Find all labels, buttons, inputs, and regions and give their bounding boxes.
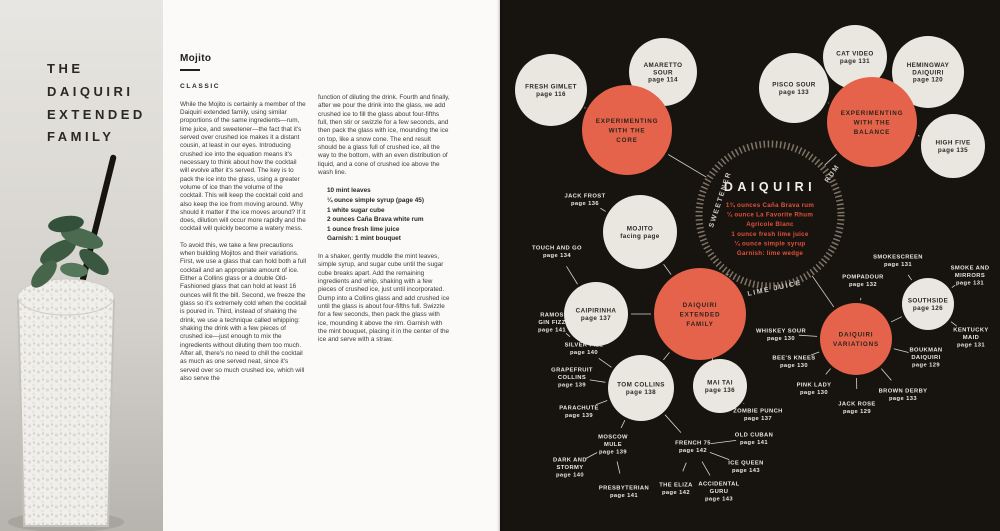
ingredient-item: 10 mint leaves — [327, 187, 371, 195]
edge-moscow-mule--tom-collins — [621, 420, 625, 428]
node-caipirinha — [564, 282, 628, 346]
node-jack-frost — [564, 193, 605, 206]
node-label-bees-knees: BEE'S KNEES page 130 — [772, 355, 816, 369]
node-label-fresh-gimlet: FRESH GIMLET page 116 — [525, 83, 577, 98]
edge-center--variations — [812, 276, 834, 307]
node-bees-knees — [772, 355, 815, 368]
text-column-1 — [180, 52, 307, 391]
center-recipe: 1¾ ounces Caña Brava rum ¼ ounce La Favorite Rhum Agricole Blanc 1 ounce fresh lime juice ¼ ounce simple syrup Garnish: lime wedge — [725, 202, 815, 257]
ingredient-item: 1 white sugar cube — [327, 206, 385, 214]
node-label-dark-and-stormy: DARK AND STORMY page 140 — [553, 457, 587, 479]
node-high-five — [921, 114, 985, 178]
edge-grapefruit-collins--tom-collins — [590, 380, 606, 382]
node-ramos-gin-fizz — [538, 313, 566, 334]
node-mai-tai — [693, 359, 747, 413]
node-label-french-75: FRENCH 75 page 142 — [675, 440, 711, 454]
arc-label-sweetener: SWEETENER — [708, 170, 734, 229]
edge-accidental-guru--french-75 — [702, 462, 710, 476]
node-label-mojito: MOJITO facing page — [620, 225, 660, 240]
node-exp-balance — [827, 77, 917, 167]
node-moscow-mule — [598, 435, 628, 456]
node-label-whiskey-sour: WHISKEY SOUR page 130 — [755, 328, 807, 342]
node-label-ramos-gin-fizz: RAMOS GIN FIZZ page 141 — [537, 312, 567, 334]
node-label-tom-collins: TOM COLLINS page 138 — [617, 381, 665, 396]
page-gutter — [497, 0, 503, 531]
node-label-smoke-and-mirrors: SMOKE AND MIRRORS page 131 — [950, 265, 990, 287]
node-fresh-gimlet — [515, 54, 587, 126]
node-label-variations: DAIQUIRI VARIATIONS — [833, 331, 879, 349]
edge-pink-lady--variations — [826, 369, 831, 375]
edge-touch-and-go--caipirinha — [566, 266, 577, 284]
node-old-cuban — [735, 432, 773, 445]
node-label-mai-tai: MAI TAI page 136 — [704, 379, 736, 394]
chapter-title-line: DAIQUIRI — [47, 83, 134, 99]
node-label-the-eliza: THE ELIZA page 142 — [659, 482, 693, 496]
node-label-ice-queen: ICE QUEEN page 143 — [728, 460, 764, 474]
node-southside — [902, 278, 954, 330]
node-jack-rose — [838, 401, 875, 414]
chapter-title-line: THE — [47, 61, 84, 76]
node-variations — [820, 303, 892, 375]
edge-the-eliza--french-75 — [683, 463, 686, 472]
node-label-jack-frost: JACK FROST page 136 — [564, 193, 606, 207]
body-paragraph: function of diluting the drink. Fourth and finally, after we pour the drink into the glass, we add crushed ice to fill the glass about four-fifths full, then stir or swizzle for a few seconds, and then pack the glass with ice, mounding the ice on top, like a snow cone. The end result should be a glass full of crushed ice, all the way to the bottom, with an even distribution of liquid, and a cone of crushed ice above the wash line. — [318, 94, 450, 176]
node-label-zombie-punch: ZOMBIE PUNCH page 137 — [733, 408, 783, 422]
edge-french-75--tom-collins — [665, 415, 681, 433]
edge-ice-queen--french-75 — [710, 452, 729, 459]
recipe-heading: Mojito — [180, 53, 212, 64]
node-label-amaretto-sour: AMARETTO SOUR page 114 — [643, 61, 683, 84]
glass-body — [18, 300, 114, 526]
method-paragraph: In a shaker, gently muddle the mint leaves, simple syrup, and sugar cube until the sugar cube breaks apart. Add the remaining ingredients and whip, shaking with a few pieces of crushed ice, just until incorporated. Dump into a Collins glass and add crushed ice until the glass is about four-fifths full. Swizzle for a few seconds, then pack the glass with ice, mounding it above the rim. Garnish with the mint bouquet, placing it in the center of the ice and serve with a straw. — [318, 252, 450, 344]
node-grapefruit-collins — [551, 368, 593, 389]
node-label-jack-rose: JACK ROSE page 129 — [838, 401, 876, 415]
edge-boukman-daiquiri--variations — [894, 349, 909, 353]
node-label-exp-core: EXPERIMENTING WITH THE CORE — [595, 117, 659, 144]
family-diagram — [500, 0, 1000, 531]
edge-smokescreen--southside — [908, 275, 912, 280]
node-label-parachute: PARACHUTE page 139 — [559, 405, 599, 419]
node-tom-collins — [608, 355, 674, 421]
center-title: DAIQUIRI — [723, 180, 817, 194]
node-label-silver-fizz: SILVER FIZZ page 140 — [564, 342, 604, 356]
node-accidental-guru — [698, 482, 739, 503]
node-ice-queen — [728, 460, 764, 473]
edge-dark-and-stormy--moscow-mule — [586, 452, 597, 458]
edge-ramos-gin-fizz--silver-fizz — [566, 333, 570, 336]
node-label-cat-video: CAT VIDEO page 131 — [836, 50, 874, 65]
node-label-smokescreen: SMOKESCREEN page 131 — [873, 254, 923, 268]
body-paragraph: While the Mojito is certainly a member of the Daiquiri extended family, using similar proportions of the same ingredients—rum, lime juice, and sweetener—the fact that it's served over crushed ice makes it a distant cousin, at least in our eyes. Introducing crushed ice into the equation means it's necessary to think about how the cocktail will evolve after it's served. The key is to pack the ice into the glass, using a greater volume of ice than the volume of the cocktail. This will keep the cocktail cold and also keep the ice from moving around. Why should it matter if the ice moves around? If it does, dilution will occur more rapidly and the cocktail will quickly become a watery mess. — [180, 100, 306, 233]
node-dark-and-stormy — [553, 458, 587, 479]
node-label-brown-derby: BROWN DERBY page 133 — [878, 388, 928, 402]
edge-fresh-gimlet--exp-core — [585, 108, 586, 109]
chapter-title — [47, 58, 146, 149]
edge-presbyterian--moscow-mule — [617, 462, 620, 474]
body-paragraph: To avoid this, we take a few precautions when building Mojitos and their variations. First, we use a glass that can hold both a full cocktail and an appropriate amount of ice. Either a Collins glass or a double Old-Fashioned glass that can hold at least 16 ounces will fit the bill. Second, we freeze the glass so it's extremely cold when the cocktail is poured in. Third, instead of shaking the drink, we use a technique called whipping: shaking the drink with a few pieces of crushed ice—just enough to mix the ingredients without diluting them too much. After all, there's no need to chill the cocktail as much as one served neat, since it's served over so much crushed ice, which will also serve the — [180, 241, 307, 383]
ingredient-item: 2 ounces Caña Brava white rum — [327, 216, 424, 224]
text-column-2 — [318, 94, 450, 345]
node-mojito — [603, 195, 677, 269]
node-label-caipirinha: CAIPIRINHA page 137 — [575, 307, 617, 322]
edge-exp-core--center — [668, 155, 706, 178]
node-boukman-daiquiri — [909, 348, 942, 369]
chapter-title-line: FAMILY — [47, 129, 115, 145]
node-label-pisco-sour: PISCO SOUR page 133 — [772, 81, 816, 96]
arc-label-rum: RUM — [823, 163, 842, 185]
node-label-southside: SOUTHSIDE page 126 — [907, 297, 949, 312]
node-presbyterian — [599, 485, 649, 498]
edge-kentucky-maid--southside — [951, 322, 957, 326]
node-brown-derby — [879, 388, 928, 401]
node-touch-and-go — [532, 245, 582, 258]
node-silver-fizz — [565, 342, 604, 355]
ingredient-item: Garnish: 1 mint bouquet — [327, 235, 401, 243]
node-pink-lady — [797, 382, 832, 395]
node-smokescreen — [873, 254, 923, 267]
ingredient-item: ¼ ounce simple syrup (page 45) — [327, 196, 424, 204]
node-label-presbyterian: PRESBYTERIAN page 141 — [598, 485, 650, 499]
recipe-tag: CLASSIC — [180, 83, 221, 90]
node-label-grapefruit-collins: GRAPEFRUIT COLLINS page 139 — [551, 367, 593, 389]
node-label-touch-and-go: TOUCH AND GO page 134 — [532, 245, 582, 259]
arc-label-lime-juice: LIME JUICE — [746, 279, 803, 298]
edge-mojito--ext-family — [664, 264, 671, 274]
node-french-75 — [675, 440, 711, 453]
node-label-exp-balance: EXPERIMENTING WITH THE BALANCE — [840, 109, 904, 136]
edge-old-cuban--french-75 — [711, 440, 736, 443]
node-label-hemingway-daiquiri: HEMINGWAY DAIQUIRI page 120 — [906, 61, 950, 84]
node-label-moscow-mule: MOSCOW MULE page 139 — [598, 434, 628, 456]
node-exp-core — [582, 85, 672, 175]
node-ext-family — [654, 268, 746, 360]
node-label-ext-family: DAIQUIRI EXTENDED FAMILY — [679, 301, 721, 328]
node-label-boukman-daiquiri: BOUKMAN DAIQUIRI page 129 — [909, 347, 943, 369]
node-label-pompadour: POMPADOUR page 132 — [842, 274, 884, 288]
hub-circle-variations — [820, 303, 892, 375]
node-whiskey-sour — [756, 328, 807, 341]
edge-parachute--tom-collins — [596, 401, 607, 405]
edge-jack-frost--mojito — [600, 208, 605, 211]
edge-smoke-and-mirrors--southside — [952, 285, 955, 287]
node-label-pink-lady: PINK LADY page 130 — [796, 382, 832, 396]
edge-center--ext-family — [727, 274, 728, 275]
node-center-daiquiri — [699, 144, 841, 286]
node-smoke-and-mirrors — [951, 266, 990, 287]
node-kentucky-maid — [953, 328, 988, 349]
node-label-kentucky-maid: KENTUCKY MAID page 131 — [953, 327, 989, 349]
chapter-title-line: EXTENDED — [47, 106, 146, 122]
node-pisco-sour — [759, 53, 829, 123]
edge-tom-collins--ext-family — [663, 352, 669, 360]
edge-brown-derby--variations — [881, 369, 891, 381]
node-label-accidental-guru: ACCIDENTAL GURU page 143 — [698, 481, 740, 503]
ingredient-list — [327, 186, 450, 244]
node-zombie-punch — [733, 408, 783, 421]
ingredient-item: 1 ounce fresh lime juice — [327, 225, 400, 233]
edge-whiskey-sour--variations — [799, 335, 817, 336]
node-parachute — [559, 405, 599, 418]
node-label-old-cuban: OLD CUBAN page 141 — [734, 432, 774, 446]
node-pompadour — [842, 274, 884, 287]
node-the-eliza — [659, 482, 693, 495]
heading-rule — [180, 69, 200, 71]
edge-southside--variations — [891, 317, 902, 322]
node-label-high-five: HIGH FIVE page 135 — [935, 139, 971, 154]
right-page — [500, 0, 1000, 531]
edge-silver-fizz--tom-collins — [599, 358, 612, 367]
